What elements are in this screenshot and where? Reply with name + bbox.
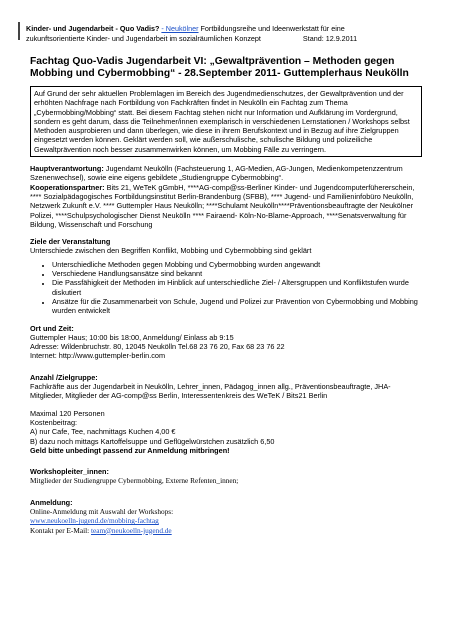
workshop-heading: Workshopleiter_innen: <box>30 467 109 477</box>
cost-note: Geld bitte unbedingt passend zur Anmeldung mitbringen! <box>30 445 230 455</box>
list-item: • Die Passfähigkeit der Methoden im Hinblick auf unterschiedliche Ziel- / Altersgruppen und Konfliktstufen wurde diskutiert <box>52 278 422 297</box>
header-stand: Stand: 12.9.2011 <box>302 34 358 43</box>
contact-label: Kontakt per E-Mail: <box>30 525 91 535</box>
max-participants: Maximal 120 Personen <box>30 408 105 418</box>
audience-section <box>30 373 422 401</box>
workshop-text: Mitglieder der Studiengruppe Cybermobbing, Externe Refenten_innen; <box>30 476 239 486</box>
intro-box: Auf Grund der sehr aktuellen Problemlagen im Bereich des Jugendmedienschutzes, der Gewaltprävention und der erhöhten Nachfrage nach Fortbildung von Fachkräften findet in Neukölln ein Fachtag zum Thema „Cybermobbing/Mobbing“ statt. Bei diesem Fachtag stehen nicht nur Information und Aufklärung im Vordergrund, sondern es geht darum, dass die Teilnehmer/innen exemplarisch in verschiedenen Lernstationen / Workshops selbst Methoden ausprobieren und dann überlegen, wie diese in ihrem Berufskontext und in Bezug auf ihre Zielgruppen eingesetzt werden können. Geklärt werden soll, wie außerschulische, schulische Bildung und polizeiliche Gewaltprävention noch besser zusammenwirken können, um Mobbing Fälle zu verringern. <box>30 86 422 157</box>
registration-section <box>30 498 422 535</box>
header <box>26 24 426 44</box>
partners-label: Kooperationspartner: <box>30 182 105 192</box>
place-address: Adresse: Wildenbruchstr. 80, 12045 Neukölln Tel.68 23 76 20, Fax 68 23 76 22 <box>30 342 285 352</box>
responsibility-block <box>30 164 422 229</box>
place-heading: Ort und Zeit: <box>30 323 74 333</box>
goals-heading: Ziele der Veranstaltung <box>30 237 111 247</box>
email-link[interactable]: team@neukoelln-jugend.de <box>91 525 172 535</box>
audience-heading: Anzahl /Zielgruppe: <box>30 372 98 382</box>
header-series: Kinder- und Jugendarbeit - Quo Vadis? <box>26 24 160 33</box>
place-time: Guttempler Haus; 10:00 bis 18:00, Anmeldung/ Einlass ab 9:15 <box>30 332 234 342</box>
registration-heading: Anmeldung: <box>30 497 73 507</box>
goals-text: Unterschiede zwischen den Begriffen Konflikt, Mobbing und Cybermobbing sind geklärt <box>30 246 312 256</box>
list-item: • Ansätze für die Zusammenarbeit von Schule, Jugend und Polizei zur Prävention von Cybermobbing und Mobbing wurden entwickelt <box>52 297 422 316</box>
place-internet: Internet: http://www.guttempler-berlin.com <box>30 351 166 361</box>
responsibility-label: Hauptverantwortung: <box>30 164 104 174</box>
main-content <box>30 56 422 535</box>
responsibility-text: Jugendamt Neukölln (Fachsteuerung 1, AG-Medien, AG-Jungen, Medienkompetenzzentrum Szenenwechsel), sowie eine eigens gebildete „Studiengruppe Cybermobbing“. <box>30 164 403 183</box>
registration-text: Online-Anmeldung mit Auswahl der Workshops: <box>30 506 174 516</box>
list-item: • Verschiedene Handlungsansätze sind bekannt <box>52 269 422 278</box>
contact-line <box>30 526 422 535</box>
registration-link[interactable]: www.neukoelln-jugend.de/mobbing-fachtag <box>30 516 159 526</box>
partners-text: Bits 21, WeTeK gGmbH, ****AG-comp@ss-Berliner Kinder- und Jugendcomputerfühererschein, **** Sozialpädagogisches Fortbildungsinstitut Berlin-Brandenburg (SFBB), **** Jugend- und Familieninfobüro Neukölln, Netzwerk Zukunft e.V. **** Guttempler Haus Neukölln; ****Schulamt Neukölln****Präventionsbeauftragte der Neukölner Polizei, ****Schulpsychologischer Dienst Neukölln **** Fairaend- Köln-No-Blame-Approach, ****Senatsverwaltung für Bildung, Wissenschaft und Forschung <box>30 182 415 229</box>
page-title: Fachtag Quo-Vadis Jugendarbeit VI: „Gewaltprävention – Methoden gegen Mobbing und Cybermobbing“ - 28.September 2011- Guttemplerhaus Neukölln <box>30 56 409 79</box>
header-line2: zukunftsorientierte Kinder- und Jugendarbeit im sozialräumlichen Konzept <box>26 34 261 43</box>
place-section <box>30 324 422 361</box>
header-subtitle: Fortbildungsreihe und Ideenwerkstatt für eine <box>200 24 345 33</box>
goals-section <box>30 237 422 315</box>
workshop-section <box>30 467 422 486</box>
audience-text: Fachkräfte aus der Jugendarbeit in Neukölln, Lehrer_innen, Pädagog_innen allg., Präventionsbeauftragte, JHA-Mitglieder, Mitglieder der AG-comp@ss Berlin, Interessentenkreis des WeTeK / Bits21 Berlin <box>30 382 391 401</box>
cost-section <box>30 409 422 455</box>
list-item: • Unterschiedliche Methoden gegen Mobbing und Cybermobbing wurden angewandt <box>52 260 422 269</box>
cost-option-b: B) dazu noch mittags Kartoffelsuppe und Geflügelwürstchen zusätzlich 6,50 <box>30 436 275 446</box>
header-rule <box>18 22 20 40</box>
cost-option-a: A) nur Cafe, Tee, nachmittags Kuchen 4,00 € <box>30 427 176 437</box>
cost-label: Kostenbeitrag: <box>30 417 78 427</box>
header-link[interactable]: - Neukölner <box>161 24 199 33</box>
goals-list <box>30 260 422 316</box>
